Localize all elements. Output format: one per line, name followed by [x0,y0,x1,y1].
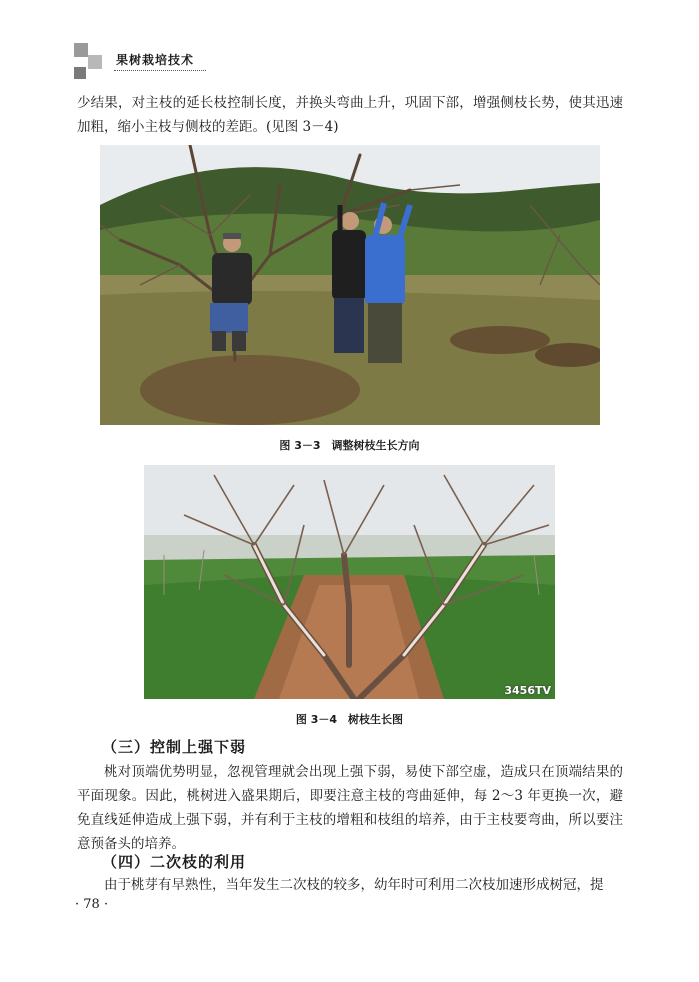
figure-3-3-caption: 图 3－3 调整树枝生长方向 [279,439,420,452]
paragraph-section-3: 桃对顶端优势明显，忽视管理就会出现上强下弱，易使下部空虚，造成只在顶端结果的平面现象。因此，桃树进入盛果期后，即要注意主枝的弯曲延伸，每 2～3 年更换一次，避免直线延伸造成上强下弱，并有利于主枝的增粗和枝组的培养，由于主枝要弯曲，所以要注意预备头的培养。 [77,764,623,852]
tree-branch-photo-illustration [144,465,555,699]
figure-3-4-caption: 图 3－4 树枝生长图 [295,713,404,726]
photo-watermark: 3456TV [504,684,551,697]
section-heading-3: （三）控制上强下弱 [102,738,247,756]
paragraph-continuation: 少结果，对主枝的延长枝控制长度，并换头弯曲上升，巩固下部，增强侧枝长势，使其迅速加粗，缩小主枝与侧枝的差距。(见图 3－4) [77,95,623,135]
running-header-title: 果树栽培技术 [116,53,195,67]
header-dotted-rule [114,70,206,71]
figure-3-4-photo [144,465,555,699]
page-number: · 78 · [75,897,109,912]
header-logo-mark [74,43,104,81]
figure-3-3-photo [100,145,600,425]
paragraph-section-4: 由于桃芽有早熟性，当年发生二次枝的较多，幼年时可利用二次枝加速形成树冠，提 [104,877,604,893]
section-heading-4: （四）二次枝的利用 [102,853,247,871]
pruning-photo-illustration [100,145,600,425]
